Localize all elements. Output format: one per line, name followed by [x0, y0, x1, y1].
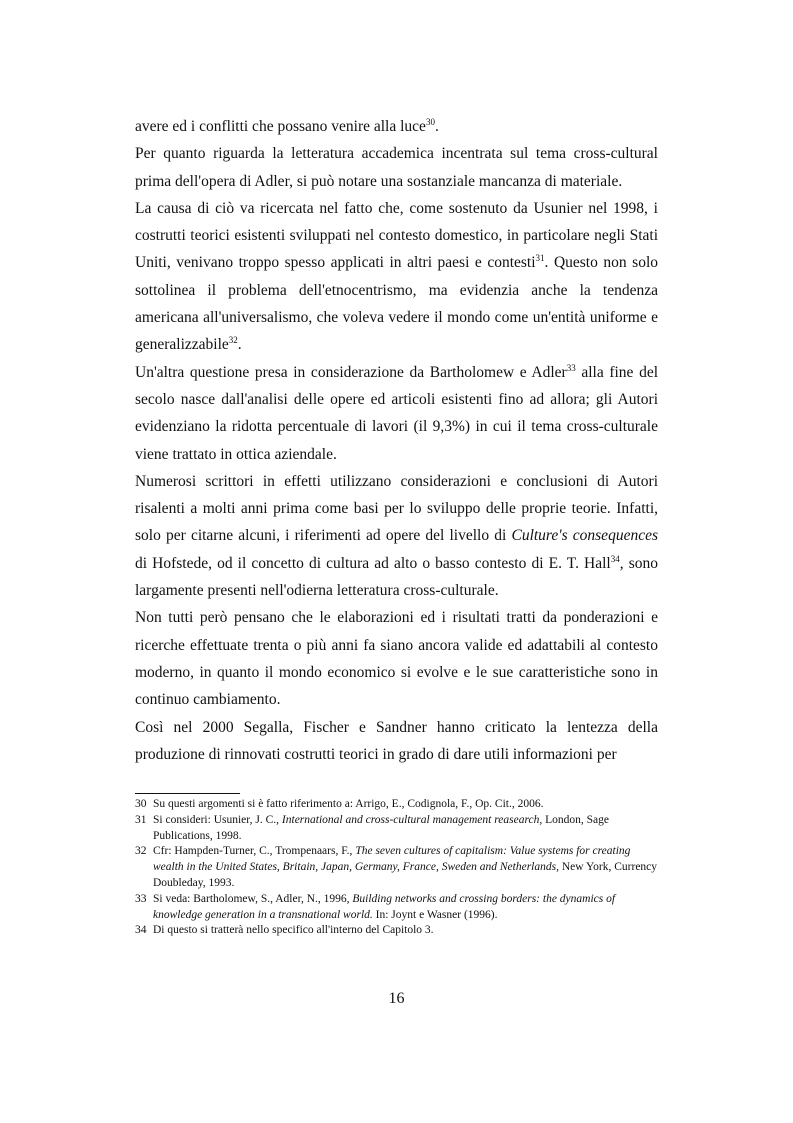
footnote-number: 32	[135, 845, 147, 858]
page-number: 16	[388, 990, 405, 1007]
paragraph-text: . Questo non solo sottolinea il problema dell'etnocentrismo, ma evidenzia anche la tendenza americana all'universalismo, che voleva vedere il mondo come un'entità uniforme e generalizzabile	[135, 254, 658, 354]
paragraph-text: , sono largamente presenti nell'odierna letteratura cross-culturale.	[135, 554, 658, 600]
footnote-text: In: Joynt e Wasner (1996).	[372, 908, 498, 921]
paragraph-text: .	[434, 118, 439, 135]
paragraph	[135, 468, 658, 604]
footnote-item	[135, 923, 658, 939]
footnote-item	[135, 844, 658, 891]
paragraph: Non tutti però pensano che le elaborazioni ed i risultati tratti da ponderazioni e ricerche effettuate trenta o più anni fa siano ancora valide ed adattabili al contesto moderno, in quanto il mondo economico si evolve e le sue caratteristiche sono in continuo cambiamento.	[135, 609, 658, 709]
footnote-item	[135, 797, 658, 813]
footnote-title: The seven cultures of capitalism: Value systems for creating wealth in the United States, Britain, Japan, Germany, France, Sweden and Netherlands,	[153, 845, 631, 874]
paragraph-text: La causa di ciò va ricercata nel fatto che, come sostenuto da Usunier nel 1998, i costrutti teorici esistenti sviluppati nel contesto domestico, in particolare negli Stati Uniti, venivano troppo spesso applicati in altri paesi e contesti	[135, 199, 658, 272]
footnote-number: 30	[135, 798, 147, 810]
footnote-text: Si consideri: Usunier, J. C.,	[153, 813, 282, 826]
footnote-ref[interactable]: 31	[535, 253, 545, 264]
footnote-title: Building networks and crossing borders: the dynamics of knowledge generation in a transnational world.	[153, 892, 616, 921]
paragraph-text: .	[237, 336, 242, 354]
footnote-separator	[135, 793, 240, 794]
footnote-text: Cfr: Hampden-Turner, C., Trompenaars, F.,	[153, 845, 356, 858]
footnote-title: International and cross-cultural management reasearch,	[281, 813, 543, 826]
footnote-text: Si veda: Bartholomew, S., Adler, N., 1996,	[153, 892, 353, 905]
paragraph-text: Un'altra questione presa in considerazione da Bartholomew e Adler	[135, 363, 567, 381]
footnote-ref[interactable]: 30	[425, 116, 435, 127]
footnotes	[135, 797, 658, 939]
paragraph-text: avere ed i conflitti che possano venire alla luce	[135, 118, 426, 135]
footnote-ref[interactable]: 34	[610, 553, 620, 564]
paragraph-text: alla fine del secolo nasce dall'analisi delle opere ed articoli esistenti fino ad allora; gli Autori evidenziano la ridotta percentuale di lavori (il 9,3%) in cui il tema cross-culturale viene trattato in ottica aziendale.	[135, 363, 658, 463]
footnote-item	[135, 813, 658, 845]
footnote-number: 31	[135, 813, 147, 826]
footnote-text: New York, Currency Doubleday, 1993.	[153, 861, 658, 889]
footnote-ref[interactable]: 33	[566, 362, 576, 373]
footnote-text: Di questo si tratterà nello specifico all'interno del Capitolo 3.	[153, 924, 434, 937]
paragraph	[135, 113, 658, 140]
paragraph	[135, 359, 658, 468]
footnote-text: London, Sage Publications, 1998.	[153, 813, 609, 842]
footnote-text: Su questi argomenti si è fatto riferimento a: Arrigo, E., Codignola, F., Op. Cit., 2006.	[153, 798, 544, 810]
paragraph: Per quanto riguarda la letteratura accademica incentrata sul tema cross-cultural prima dell'opera di Adler, si può notare una sostanziale mancanza di materiale.	[135, 145, 658, 190]
footnote-item	[135, 892, 658, 924]
paragraph	[135, 195, 658, 359]
paragraph-text: Numerosi scrittori in effetti utilizzano considerazioni e conclusioni di Autori risalenti a molti anni prima come basi per lo sviluppo delle proprie teorie. Infatti, solo per citarne alcuni, i riferimenti ad opere del livello di	[135, 472, 658, 545]
paragraph-text: di Hofstede, od il concetto di cultura ad alto o basso contesto di E. T. Hall	[135, 554, 611, 572]
footnote-ref[interactable]: 32	[228, 335, 238, 346]
body-text	[135, 113, 658, 768]
footnote-number: 34	[135, 924, 147, 937]
paragraph: Così nel 2000 Segalla, Fischer e Sandner hanno criticato la lentezza della produzione di rinnovati costrutti teorici in grado di dare utili informazioni per	[135, 718, 658, 763]
footnote-number: 33	[135, 892, 147, 905]
book-title: Culture's consequences	[511, 527, 658, 545]
